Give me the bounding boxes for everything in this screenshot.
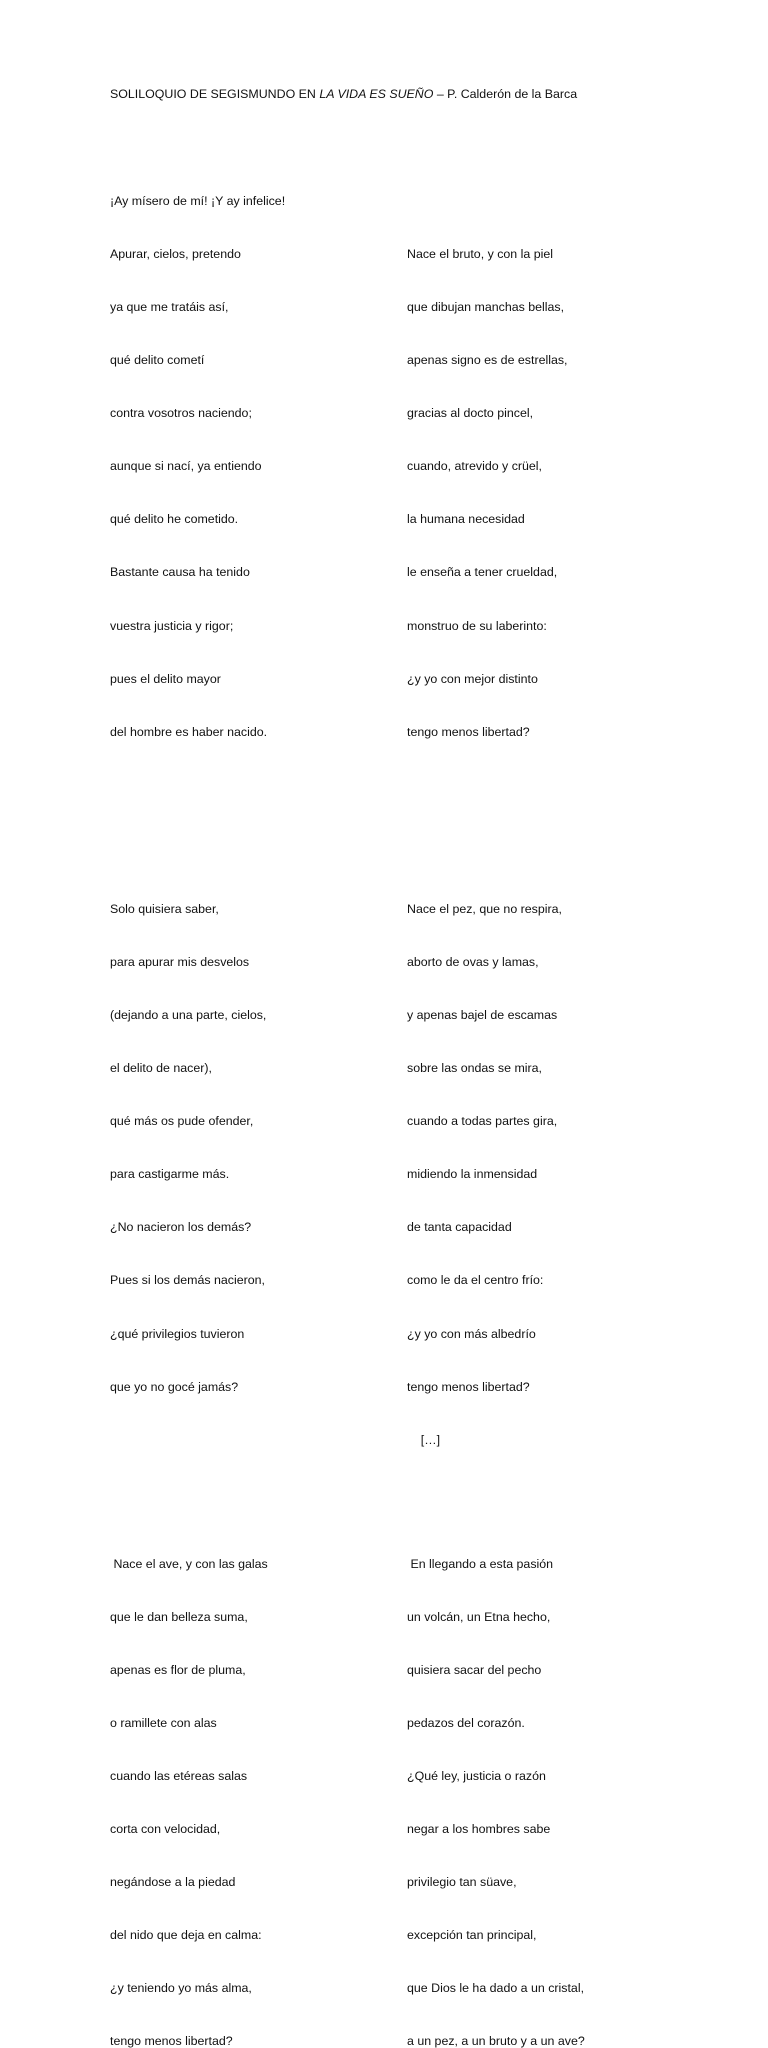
verse-line: cuando a todas partes gira, bbox=[407, 1114, 558, 1129]
verse-line: ya que me tratáis así, bbox=[110, 300, 229, 314]
verse-line: Apurar, cielos, pretendo bbox=[110, 246, 241, 261]
left-column bbox=[110, 122, 285, 2048]
verse-line: aunque si nací, ya entiendo bbox=[110, 459, 262, 474]
verse-line: que Dios le ha dado a un cristal, bbox=[407, 1981, 585, 1996]
verse-line: vuestra justicia y rigor; bbox=[110, 618, 234, 633]
verse-line: Nace el pez, que no respira, bbox=[407, 901, 562, 916]
verse-line: del hombre es haber nacido. bbox=[110, 724, 268, 739]
verse-line: aborto de ovas y lamas, bbox=[407, 954, 539, 969]
verse-line: Nace el ave, y con las galas bbox=[110, 1556, 268, 1571]
verse-line: negándose a la piedad bbox=[110, 1875, 236, 1890]
verse-line: Solo quisiera saber, bbox=[110, 901, 219, 916]
verse-line: privilegio tan süave, bbox=[407, 1875, 517, 1890]
verse-line: (dejando a una parte, cielos, bbox=[110, 1007, 267, 1022]
verse-line: contra vosotros naciendo; bbox=[110, 406, 252, 421]
verse-line: para apurar mis desvelos bbox=[110, 954, 250, 969]
verse-line: el delito de nacer), bbox=[110, 1061, 212, 1076]
stanza-right-1 bbox=[407, 157, 585, 776]
stanza-left-1 bbox=[110, 157, 285, 776]
verse-line: a un pez, a un bruto y a un ave? bbox=[407, 2034, 585, 2048]
verse-line: que yo no gocé jamás? bbox=[110, 1379, 239, 1394]
verse-line: que dibujan manchas bellas, bbox=[407, 300, 565, 314]
document-title bbox=[110, 86, 577, 104]
verse-line: monstruo de su laberinto: bbox=[407, 618, 547, 633]
verse-line: tengo menos libertad? bbox=[110, 2034, 233, 2048]
verse-line: En llegando a esta pasión bbox=[407, 1556, 554, 1571]
verse-line: quisiera sacar del pecho bbox=[407, 1662, 542, 1677]
verse-line: del nido que deja en calma: bbox=[110, 1928, 262, 1943]
stanza-right-2 bbox=[407, 865, 585, 1484]
verse-line: le enseña a tener crueldad, bbox=[407, 565, 558, 580]
verse-line: para castigarme más. bbox=[110, 1167, 230, 1182]
verse-line: pues el delito mayor bbox=[110, 671, 221, 686]
verse-line: que le dan belleza suma, bbox=[110, 1609, 248, 1624]
stanza-left-3 bbox=[110, 1520, 285, 2048]
verse-line: ¿Qué ley, justicia o razón bbox=[407, 1768, 546, 1783]
stanza-gap bbox=[407, 812, 585, 830]
verse-line: de tanta capacidad bbox=[407, 1220, 512, 1235]
verse-line: ¿y yo con más albedrío bbox=[407, 1326, 536, 1341]
verse-line: Bastante causa ha tenido bbox=[110, 565, 250, 580]
verse-line: qué más os pude ofender, bbox=[110, 1114, 254, 1129]
stanza-gap bbox=[110, 1467, 285, 1485]
verse-line: cuando, atrevido y crüel, bbox=[407, 459, 542, 474]
verse-line: y apenas bajel de escamas bbox=[407, 1007, 558, 1022]
verse-line: ¿No nacieron los demás? bbox=[110, 1220, 252, 1235]
verse-line: un volcán, un Etna hecho, bbox=[407, 1609, 551, 1624]
right-column bbox=[407, 122, 585, 2048]
verse-line: o ramillete con alas bbox=[110, 1715, 217, 1730]
stanza-gap bbox=[110, 812, 285, 830]
verse-line: como le da el centro frío: bbox=[407, 1273, 544, 1288]
verse-line: gracias al docto pincel, bbox=[407, 406, 534, 421]
verse-line: ¿y yo con mejor distinto bbox=[407, 671, 538, 686]
verse-line: tengo menos libertad? bbox=[407, 724, 530, 739]
verse-line: qué delito he cometido. bbox=[110, 512, 239, 527]
verse-line: pedazos del corazón. bbox=[407, 1715, 525, 1730]
stanza-left-2 bbox=[110, 865, 285, 1431]
verse-line: ¿y teniendo yo más alma, bbox=[110, 1981, 252, 1996]
verse-line: ¡Ay mísero de mí! ¡Y ay infelice! bbox=[110, 193, 286, 208]
verse-line: la humana necesidad bbox=[407, 512, 525, 527]
verse-line: apenas es flor de pluma, bbox=[110, 1662, 246, 1677]
verse-line: excepción tan principal, bbox=[407, 1928, 537, 1943]
verse-line: Pues si los demás nacieron, bbox=[110, 1273, 265, 1288]
verse-line: tengo menos libertad? bbox=[407, 1379, 530, 1394]
verse-line: cuando las etéreas salas bbox=[110, 1768, 248, 1783]
verse-line: midiendo la inmensidad bbox=[407, 1167, 538, 1182]
verse-line: Nace el bruto, y con la piel bbox=[407, 246, 554, 261]
verse-line: apenas signo es de estrellas, bbox=[407, 353, 568, 368]
verse-line-blank bbox=[407, 193, 585, 211]
ellipsis-omission: […] bbox=[407, 1432, 441, 1447]
verse-line: corta con velocidad, bbox=[110, 1822, 221, 1837]
stanza-right-3 bbox=[407, 1520, 585, 2048]
title-work: LA VIDA ES SUEÑO bbox=[319, 87, 434, 101]
verse-line: qué delito cometí bbox=[110, 353, 205, 368]
verse-line: sobre las ondas se mira, bbox=[407, 1061, 542, 1076]
title-prefix: SOLILOQUIO DE SEGISMUNDO EN bbox=[110, 87, 320, 101]
title-author: – P. Calderón de la Barca bbox=[433, 87, 578, 101]
verse-line: negar a los hombres sabe bbox=[407, 1822, 551, 1837]
verse-line: ¿qué privilegios tuvieron bbox=[110, 1326, 245, 1341]
